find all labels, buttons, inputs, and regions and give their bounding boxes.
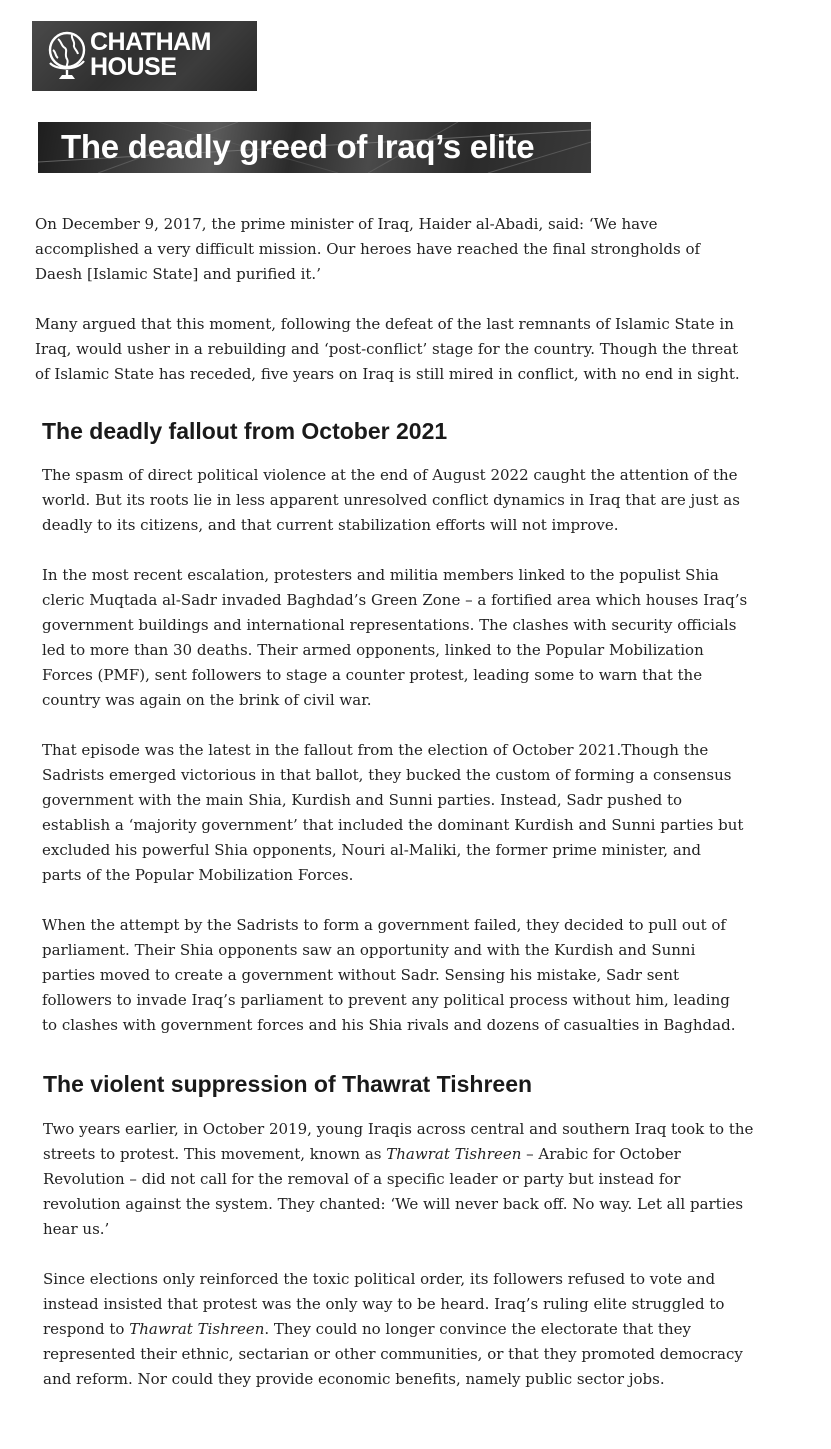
text-line: parliament. Their Shia opponents saw an opportunity and with the Kurdish and Sunni <box>42 941 696 959</box>
section2-paragraph-2 <box>43 1267 743 1392</box>
text-line: Sadrists emerged victorious in that ballot, they bucked the custom of forming a consensus <box>42 766 732 784</box>
page-title: The deadly greed of Iraq’s elite <box>61 128 535 165</box>
chatham-house-logo[interactable] <box>32 21 257 91</box>
text-line: world. But its roots lie in less apparent unresolved conflict dynamics in Iraq that are just as <box>42 491 740 509</box>
text-line: When the attempt by the Sadrists to form a government failed, they decided to pull out of <box>42 916 726 934</box>
text-line: Daesh [Islamic State] and purified it.’ <box>35 265 321 283</box>
text-line: government with the main Shia, Kurdish and Sunni parties. Instead, Sadr pushed to <box>42 791 683 809</box>
text-line: deadly to its citizens, and that current stabilization efforts will not improve. <box>42 516 619 534</box>
text-line: of Islamic State has receded, five years on Iraq is still mired in conflict, with no end in sight. <box>35 365 740 383</box>
text-line: parts of the Popular Mobilization Forces. <box>42 866 354 884</box>
text-segment: . They could no longer convince the electorate that they <box>264 1320 691 1338</box>
text-line: hear us.’ <box>43 1220 110 1238</box>
section-heading-thawrat-tishreen: The violent suppression of Thawrat Tishreen <box>43 1071 533 1097</box>
title-banner <box>38 122 591 173</box>
text-line: Iraq, would usher in a rebuilding and ‘post-conflict’ stage for the country. Though the threat <box>35 340 739 358</box>
text-line: led to more than 30 deaths. Their armed opponents, linked to the Popular Mobilization <box>42 641 704 659</box>
text-line: That episode was the latest in the fallout from the election of October 2021.Though the <box>42 741 709 759</box>
text-segment: streets to protest. This movement, known as <box>43 1145 387 1163</box>
text-segment: respond to <box>43 1320 130 1338</box>
text-line: government buildings and international representations. The clashes with security officials <box>42 616 737 634</box>
italic-term: Thawrat Tishreen <box>386 1145 522 1163</box>
text-line: Since elections only reinforced the toxic political order, its followers refused to vote and <box>43 1270 716 1288</box>
section1-paragraph-1 <box>42 463 740 538</box>
text-line: cleric Muqtada al-Sadr invaded Baghdad’s Green Zone – a fortified area which houses Iraq’s <box>42 591 748 609</box>
text-line: excluded his powerful Shia opponents, Nouri al-Maliki, the former prime minister, and <box>42 841 702 859</box>
text-line: Forces (PMF), sent followers to stage a counter protest, leading some to warn that the <box>42 666 703 684</box>
text-line: represented their ethnic, sectarian or other communities, or that they promoted democracy <box>43 1345 743 1363</box>
text-segment: – Arabic for October <box>521 1145 681 1163</box>
text-line: revolution against the system. They chanted: ‘We will never back off. No way. Let all parties <box>43 1195 744 1213</box>
text-line: The spasm of direct political violence at the end of August 2022 caught the attention of the <box>42 466 738 484</box>
text-line: instead insisted that protest was the only way to be heard. Iraq’s ruling elite struggled to <box>43 1295 725 1313</box>
logo-line-1: CHATHAM <box>90 28 212 56</box>
section1-paragraph-4 <box>42 913 735 1038</box>
text-line <box>43 1142 753 1167</box>
intro-paragraph-1 <box>35 212 700 287</box>
text-line: parties moved to create a government without Sadr. Sensing his mistake, Sadr sent <box>42 966 680 984</box>
section1-paragraph-3 <box>42 738 743 888</box>
text-line: to clashes with government forces and his Shia rivals and dozens of casualties in Baghdad. <box>42 1016 736 1034</box>
text-line <box>43 1317 743 1342</box>
text-line: In the most recent escalation, protesters and militia members linked to the populist Shia <box>42 566 719 584</box>
text-line: establish a ‘majority government’ that included the dominant Kurdish and Sunni parties but <box>42 816 744 834</box>
section1-paragraph-2 <box>42 563 747 713</box>
text-line: and reform. Nor could they provide economic benefits, namely public sector jobs. <box>43 1370 665 1388</box>
logo-line-2: HOUSE <box>90 53 177 81</box>
globe-icon <box>45 30 89 82</box>
text-line: followers to invade Iraq’s parliament to prevent any political process without him, leading <box>42 991 730 1009</box>
italic-term: Thawrat Tishreen <box>129 1320 265 1338</box>
text-line: accomplished a very difficult mission. Our heroes have reached the final strongholds of <box>35 240 701 258</box>
text-line: On December 9, 2017, the prime minister of Iraq, Haider al-Abadi, said: ‘We have <box>35 215 658 233</box>
section-heading-fallout: The deadly fallout from October 2021 <box>42 418 448 444</box>
text-line: Two years earlier, in October 2019, young Iraqis across central and southern Iraq took to the <box>43 1120 754 1138</box>
section2-paragraph-1 <box>43 1117 753 1242</box>
logo-wordmark <box>90 30 211 80</box>
text-line: country was again on the brink of civil war. <box>42 691 372 709</box>
text-line: Revolution – did not call for the removal of a specific leader or party but instead for <box>43 1170 681 1188</box>
intro-paragraph-2 <box>35 312 740 387</box>
text-line: Many argued that this moment, following the defeat of the last remnants of Islamic State in <box>35 315 734 333</box>
